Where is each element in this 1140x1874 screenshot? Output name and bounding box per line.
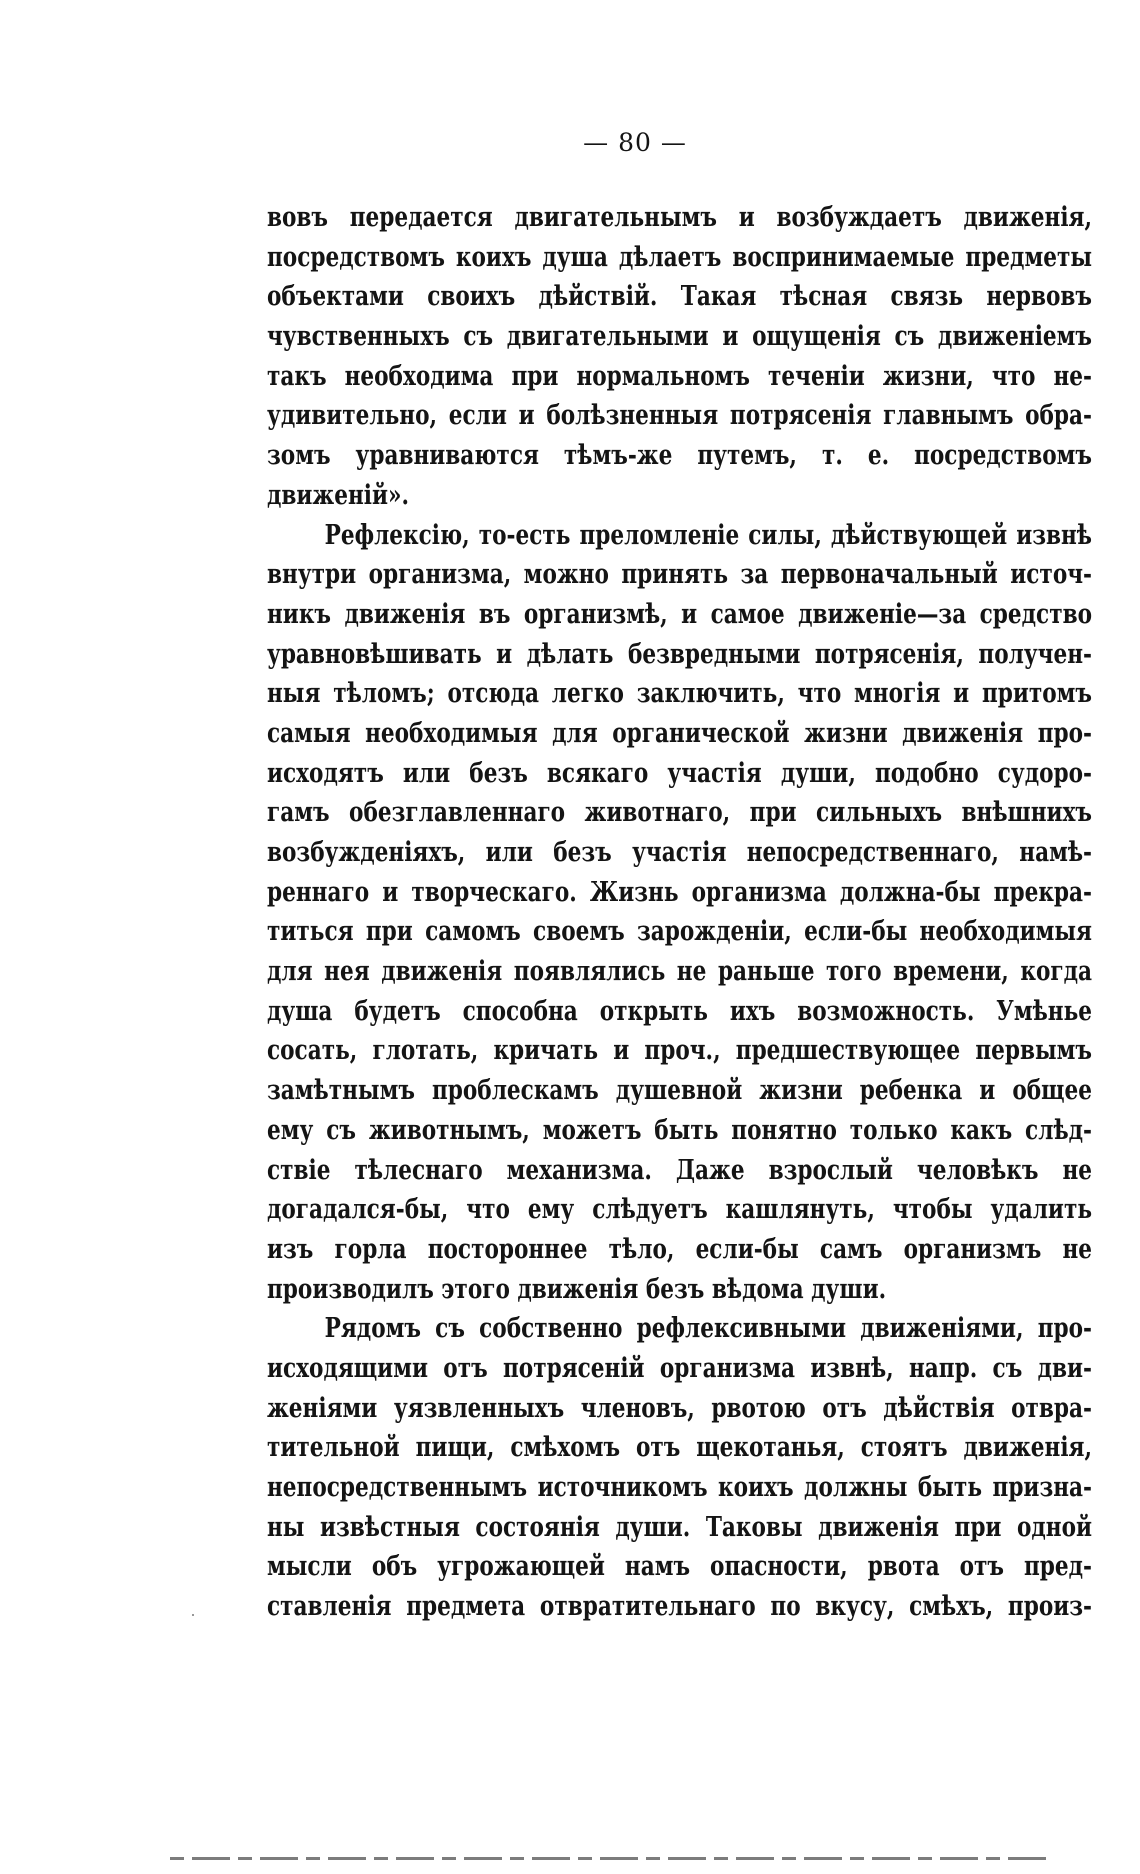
text-line: титься при самомъ своемъ зарожденіи, если-бы необходимыя	[267, 916, 1092, 948]
text-line: гамъ обезглавленнаго животнаго, при сильныхъ внѣшнихъ	[267, 797, 1092, 829]
text-line: ствіе тѣлеснаго механизма. Даже взрослый человѣкъ не	[267, 1154, 1092, 1186]
text-line: непосредственнымъ источникомъ коихъ должны быть призна-	[267, 1472, 1092, 1503]
scan-speck	[192, 1614, 194, 1616]
text-line: мысли объ угрожающей намъ опасности, рвота отъ пред-	[267, 1551, 1092, 1583]
text-line: сосать, глотать, кричать и проч., предшествующее первымъ	[267, 1035, 1092, 1067]
text-line: внутри организма, можно принять за первоначальный источ-	[267, 559, 1092, 591]
text-line: исходятъ или безъ всякаго участія души, подобно судоро-	[267, 757, 1092, 789]
text-line: вовъ передается двигательнымъ и возбуждаетъ движенія,	[267, 202, 1092, 233]
text-line: для нея движенія появлялись не раньше того времени, когда	[267, 956, 1092, 988]
text-line: уравновѣшивать и дѣлать безвредными потрясенія, получен-	[267, 638, 1092, 670]
text-line: догадался-бы, что ему слѣдуетъ кашлянуть, чтобы удалить	[267, 1194, 1092, 1226]
text-line: зомъ уравниваются тѣмъ-же путемъ, т. е. посредствомъ	[267, 440, 1092, 472]
text-line: возбужденіяхъ, или безъ участія непосредственнаго, намѣ-	[267, 837, 1092, 868]
text-line: душа будетъ способна открыть ихъ возможность. Умѣнье	[267, 995, 1092, 1027]
page-number: — 80 —	[583, 128, 687, 157]
text-line: замѣтнымъ проблескамъ душевной жизни ребенка и общее	[267, 1075, 1092, 1107]
text-line: изъ горла постороннее тѣло, если-бы самъ организмъ не	[267, 1233, 1092, 1265]
text-line: женіями уязвленныхъ членовъ, рвотою отъ дѣйствія отвра-	[267, 1392, 1092, 1424]
body-text	[267, 198, 1092, 1627]
text-line: никъ движенія въ организмѣ, и самое движеніе—за средство	[267, 598, 1092, 630]
bottom-scan-rule	[170, 1857, 1050, 1860]
text-line: производилъ этого движенія безъ вѣдома души.	[267, 1273, 887, 1305]
text-line: ныя тѣломъ; отсюда легко заключить, что многія и притомъ	[267, 678, 1092, 710]
text-line: такъ необходима при нормальномъ теченіи жизни, что не-	[267, 360, 1092, 392]
text-line: чувственныхъ съ двигательными и ощущенія съ движеніемъ	[267, 321, 1092, 353]
paragraph-start-line: Рефлексію, то-есть преломленіе силы, дѣйствующей извнѣ	[324, 519, 1093, 551]
text-line: посредствомъ коихъ душа дѣлаетъ воспринимаемые предметы	[267, 241, 1092, 273]
text-line: объектами своихъ дѣйствій. Такая тѣсная связь нервовъ	[267, 281, 1092, 313]
text-line: движеній».	[267, 479, 410, 511]
text-line: ему съ животнымъ, можетъ быть понятно только какъ слѣд-	[267, 1114, 1092, 1146]
text-line: удивительно, если и болѣзненныя потрясенія главнымъ обра-	[267, 400, 1092, 432]
text-line: ставленія предмета отвратительнаго по вкусу, смѣхъ, произ-	[267, 1591, 1092, 1623]
text-line: ны извѣстныя состоянія души. Таковы движенія при одной	[267, 1511, 1092, 1543]
text-line: самыя необходимыя для органической жизни движенія про-	[267, 717, 1092, 749]
paragraph-start-line: Рядомъ съ собственно рефлексивными движеніями, про-	[324, 1313, 1093, 1345]
text-line: реннаго и творческаго. Жизнь организма должна-бы прекра-	[267, 876, 1092, 908]
text-line: тительной пищи, смѣхомъ отъ щекотанья, стоятъ движенія,	[267, 1432, 1092, 1464]
text-line: исходящими отъ потрясеній организма извнѣ, напр. съ дви-	[267, 1352, 1092, 1384]
